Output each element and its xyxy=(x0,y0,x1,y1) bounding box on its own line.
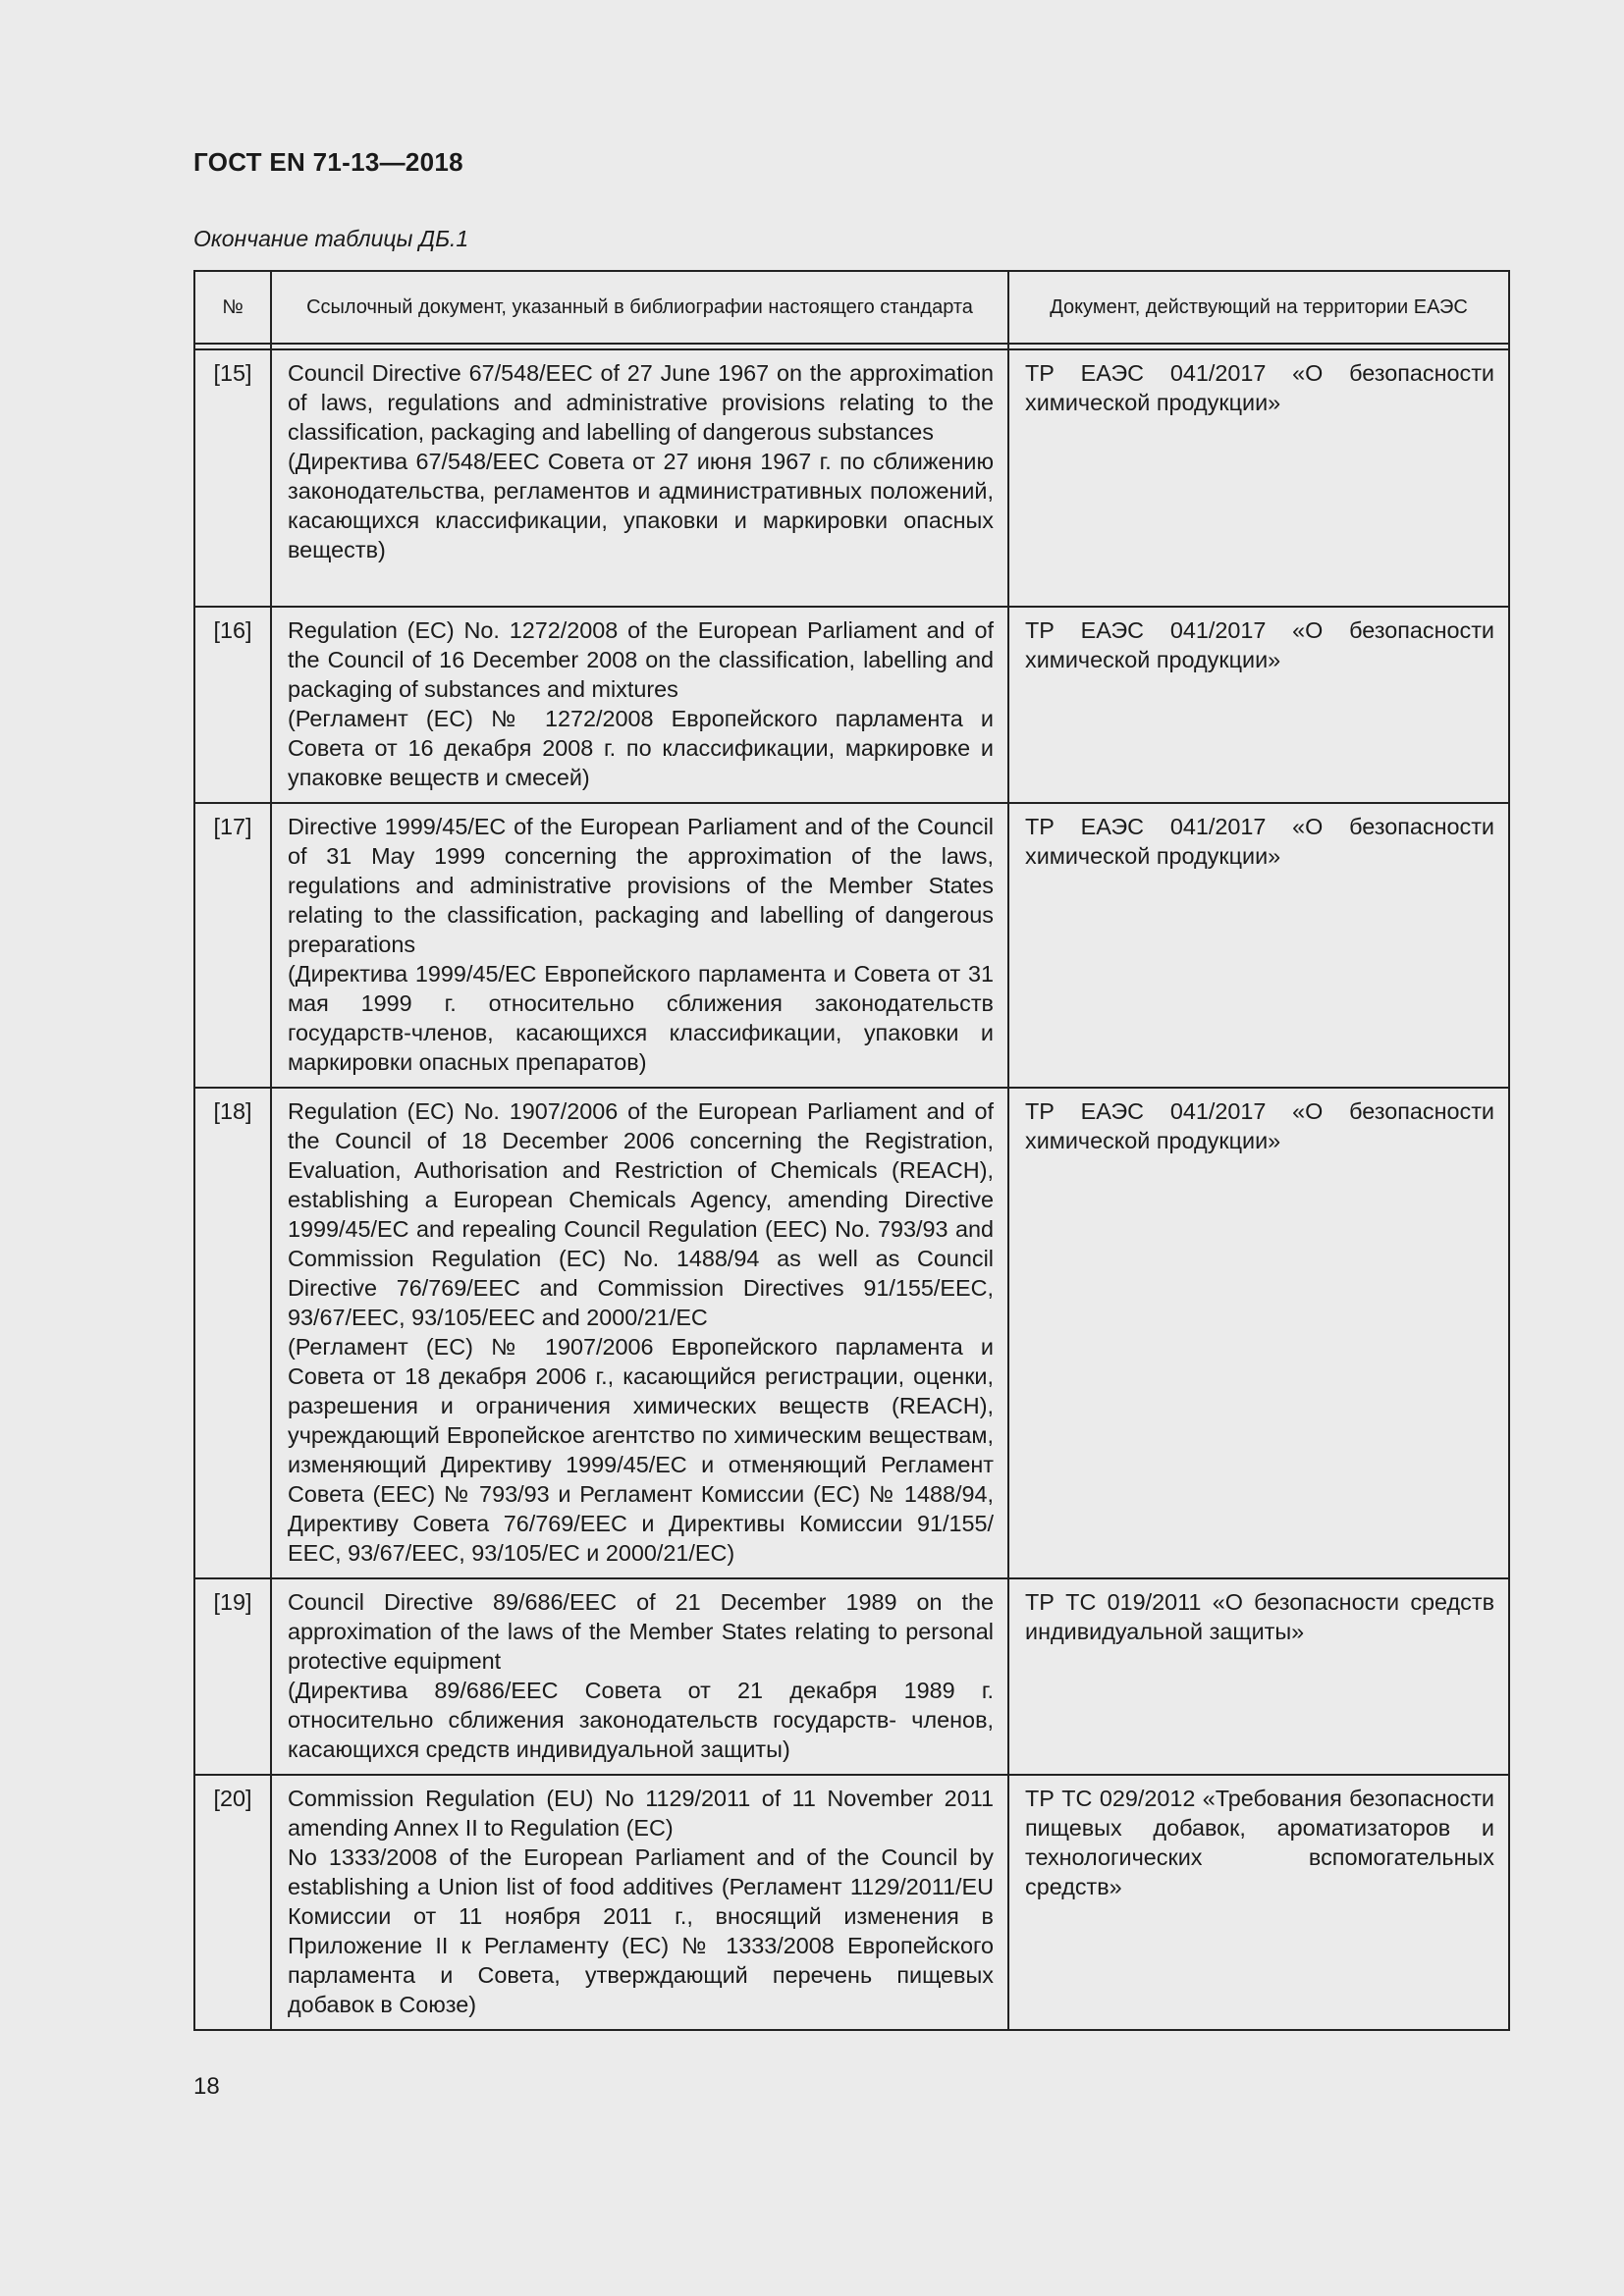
eaeu-document-cell: ТР ЕАЭС 041/2017 «О безопасности химической продукции» xyxy=(1008,1088,1509,1578)
reference-russian: (Регламент (ЕС) № 1907/2006 Европейского парламента и Совета от 18 декабря 2006 г., касающийся регистрации, оценки, разрешения и ограничения химических веществ (REACH), учреждающий Европейское агентство по химическим веществам, изменяющий Директиву 1999/45/ЕС и отменяющий Регламент Совета (ЕЕС) № 793/93 и Регламент Комиссии (ЕС) № 1488/94, Директиву Совета 76/769/ЕЕС и Директивы Комиссии 91/155/ЕЕС, 93/67/ЕЕС, 93/105/ЕС и 2000/21/ЕС) xyxy=(288,1334,994,1566)
eaeu-document-cell: ТР ТС 019/2011 «О безопасности средств индивидуальной защиты» xyxy=(1008,1578,1509,1775)
reference-russian: (Регламент (ЕС) № 1272/2008 Европейского парламента и Совета от 16 декабря 2008 г. по классификации, маркировке и упаковке веществ и смесей) xyxy=(288,706,994,790)
row-number: [20] xyxy=(194,1775,271,2030)
reference-english: Council Directive 67/548/EEC of 27 June 1967 on the approximation of laws, regulations and administrative provisions relating to the classification, packaging and labelling of dangerous substances xyxy=(288,360,994,445)
column-header-eaeu-document: Документ, действующий на территории ЕАЭС xyxy=(1008,271,1509,344)
row-number: [15] xyxy=(194,349,271,607)
table-row xyxy=(194,1088,1509,1578)
reference-cell xyxy=(271,1088,1008,1578)
table-row xyxy=(194,607,1509,803)
reference-table xyxy=(193,270,1510,2031)
table-row xyxy=(194,803,1509,1088)
eaeu-document-cell: ТР ТС 029/2012 «Требования безопасности пищевых добавок, ароматизаторов и технологических вспомогательных средств» xyxy=(1008,1775,1509,2030)
reference-english: Commission Regulation (EU) No 1129/2011 of 11 November 2011 amending Annex II to Regulation (EC) xyxy=(288,1786,994,1841)
reference-russian: (Директива 67/548/ЕЕС Совета от 27 июня 1967 г. по сближению законодательства, регламентов и административных положений, касающихся классификации, упаковки и маркировки опасных веществ) xyxy=(288,449,994,562)
row-number: [16] xyxy=(194,607,271,803)
row-number: [19] xyxy=(194,1578,271,1775)
reference-russian: (Директива 89/686/ЕЕС Совета от 21 декабря 1989 г. относительно сближения законодательств государств- членов, касающихся средств индивидуальной защиты) xyxy=(288,1678,994,1762)
table-row xyxy=(194,1578,1509,1775)
eaeu-document-cell: ТР ЕАЭС 041/2017 «О безопасности химической продукции» xyxy=(1008,349,1509,607)
table-row xyxy=(194,1775,1509,2030)
column-header-reference: Ссылочный документ, указанный в библиографии настоящего стандарта xyxy=(271,271,1008,344)
reference-russian: No 1333/2008 of the European Parliament and of the Council by establishing a Union list of food additives (Регламент 1129/2011/EU Комиссии от 11 ноября 2011 г., вносящий изменения в Приложение II к Регламенту (ЕС) № 1333/2008 Европейского парламента и Совета, утверждающий перечень пищевых добавок в Союзе) xyxy=(288,1844,994,2017)
reference-russian: (Директива 1999/45/ЕС Европейского парламента и Совета от 31 мая 1999 г. относительно сближения законодательств государств-членов, касающихся классификации, упаковки и маркировки опасных препаратов) xyxy=(288,961,994,1075)
reference-cell xyxy=(271,803,1008,1088)
row-number: [17] xyxy=(194,803,271,1088)
page-number: 18 xyxy=(193,2073,220,2100)
table-header-row xyxy=(194,271,1509,344)
table-row xyxy=(194,349,1509,607)
reference-cell xyxy=(271,1775,1008,2030)
reference-english: Regulation (EC) No. 1907/2006 of the European Parliament and of the Council of 18 December 2006 concerning the Registration, Evaluation, Authorisation and Restriction of Chemicals (REACH), establishing a European Chemicals Agency, amending Directive 1999/45/EC and repealing Council Regulation (EEC) No. 793/93 and Commission Regulation (EC) No. 1488/94 as well as Council Directive 76/769/EEC and Commission Directives 91/155/EEC, 93/67/EEC, 93/105/EEC and 2000/21/EC xyxy=(288,1098,994,1330)
row-number: [18] xyxy=(194,1088,271,1578)
reference-english: Regulation (EC) No. 1272/2008 of the European Parliament and of the Council of 16 December 2008 on the classification, labelling and packaging of substances and mixtures xyxy=(288,617,994,702)
reference-cell xyxy=(271,349,1008,607)
eaeu-document-cell: ТР ЕАЭС 041/2017 «О безопасности химической продукции» xyxy=(1008,803,1509,1088)
reference-english: Council Directive 89/686/EEC of 21 December 1989 on the approximation of the laws of the Member States relating to personal protective equipment xyxy=(288,1589,994,1674)
reference-cell xyxy=(271,607,1008,803)
reference-cell xyxy=(271,1578,1008,1775)
eaeu-document-cell: ТР ЕАЭС 041/2017 «О безопасности химической продукции» xyxy=(1008,607,1509,803)
table-caption: Окончание таблицы ДБ.1 xyxy=(193,226,469,251)
reference-english: Directive 1999/45/EC of the European Parliament and of the Council of 31 May 1999 concerning the approximation of the laws, regulations and administrative provisions of the Member States relating to the classification, packaging and labelling of dangerous preparations xyxy=(288,814,994,957)
document-title: ГОСТ EN 71-13—2018 xyxy=(193,147,463,177)
column-header-number: № xyxy=(194,271,271,344)
